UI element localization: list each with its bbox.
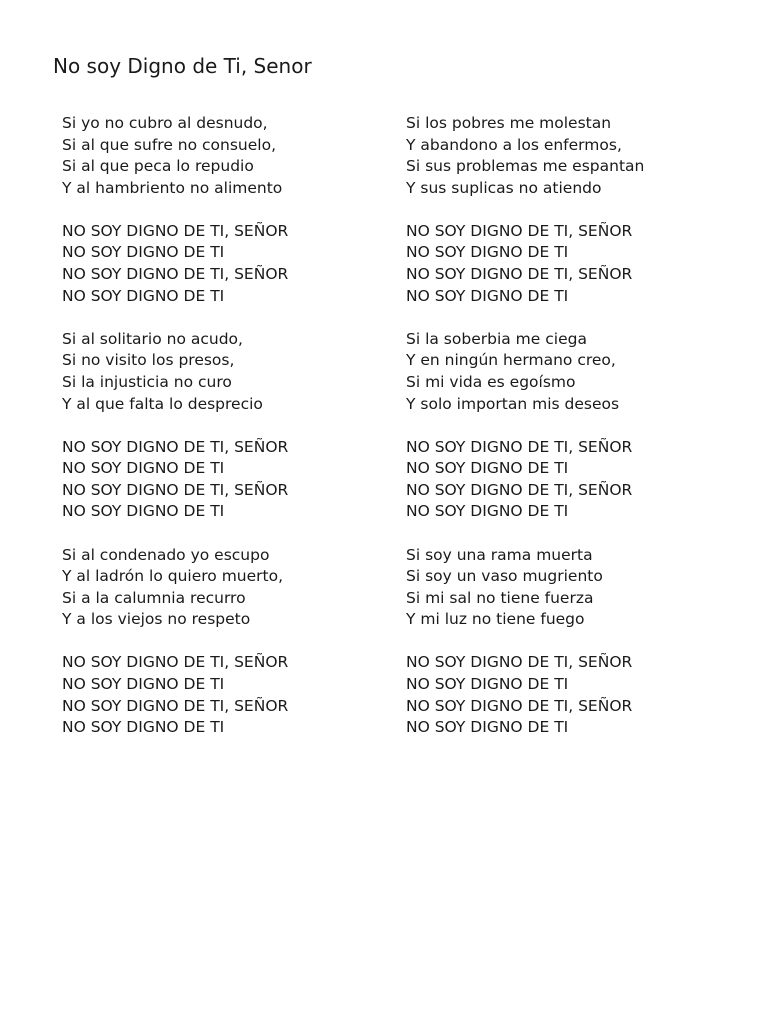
lyric-line: Si la injusticia no curo xyxy=(62,372,232,391)
lyric-line: Y al que falta lo desprecio xyxy=(62,394,263,413)
lyric-line: NO SOY DIGNO DE TI xyxy=(406,286,569,305)
lyric-line: NO SOY DIGNO DE TI, SEÑOR xyxy=(406,265,633,284)
stanza xyxy=(62,545,392,631)
stanza xyxy=(406,652,736,738)
lyric-line: Si mi vida es egoísmo xyxy=(406,372,576,391)
lyric-line: NO SOY DIGNO DE TI, SEÑOR xyxy=(62,480,289,499)
lyric-line: NO SOY DIGNO DE TI xyxy=(62,718,225,737)
lyric-line: NO SOY DIGNO DE TI xyxy=(406,459,569,478)
lyric-line: Si la soberbia me ciega xyxy=(406,329,587,348)
stanza xyxy=(406,113,736,199)
lyric-line: Si sus problemas me espantan xyxy=(406,157,645,176)
lyric-line: NO SOY DIGNO DE TI xyxy=(62,459,225,478)
lyric-line: Y mi luz no tiene fuego xyxy=(406,610,585,629)
lyric-line: Y al hambriento no alimento xyxy=(62,178,283,197)
lyric-line: Y abandono a los enfermos, xyxy=(406,135,622,154)
lyric-line: NO SOY DIGNO DE TI, SEÑOR xyxy=(62,696,289,715)
stanza xyxy=(406,437,736,523)
lyric-line: NO SOY DIGNO DE TI, SEÑOR xyxy=(406,653,633,672)
lyric-line: Si mi sal no tiene fuerza xyxy=(406,588,594,607)
lyric-line: Si al solitario no acudo, xyxy=(62,329,243,348)
lyric-line: NO SOY DIGNO DE TI, SEÑOR xyxy=(62,653,289,672)
lyric-line: NO SOY DIGNO DE TI, SEÑOR xyxy=(62,265,289,284)
stanza xyxy=(406,329,736,415)
lyric-line: Y sus suplicas no atiendo xyxy=(406,178,602,197)
lyric-line: Y en ningún hermano creo, xyxy=(406,351,616,370)
stanza xyxy=(62,221,392,307)
page-title: No soy Digno de Ti, Senor xyxy=(53,54,312,78)
lyric-line: NO SOY DIGNO DE TI xyxy=(62,286,225,305)
lyric-line: Y a los viejos no respeto xyxy=(62,610,251,629)
stanza xyxy=(406,545,736,631)
lyric-line: NO SOY DIGNO DE TI xyxy=(62,243,225,262)
lyric-line: Si soy un vaso mugriento xyxy=(406,567,603,586)
lyric-line: Si no visito los presos, xyxy=(62,351,235,370)
lyric-line: Si yo no cubro al desnudo, xyxy=(62,114,268,132)
lyric-line: Si soy una rama muerta xyxy=(406,545,593,564)
lyric-line: NO SOY DIGNO DE TI, SEÑOR xyxy=(406,480,633,499)
lyric-line: NO SOY DIGNO DE TI, SEÑOR xyxy=(62,221,289,240)
lyric-line: NO SOY DIGNO DE TI xyxy=(406,718,569,737)
lyric-line: Si los pobres me molestan xyxy=(406,114,612,132)
stanza xyxy=(62,329,392,415)
lyric-line: Y al ladrón lo quiero muerto, xyxy=(62,567,284,586)
lyric-line: Si al que peca lo repudio xyxy=(62,157,254,176)
lyric-line: NO SOY DIGNO DE TI xyxy=(406,502,569,521)
lyric-line: NO SOY DIGNO DE TI xyxy=(406,243,569,262)
lyric-line: Si al que sufre no consuelo, xyxy=(62,135,276,154)
stanza xyxy=(62,437,392,523)
lyric-line: NO SOY DIGNO DE TI xyxy=(62,502,225,521)
lyric-line: NO SOY DIGNO DE TI xyxy=(406,674,569,693)
lyric-line: NO SOY DIGNO DE TI, SEÑOR xyxy=(406,437,633,456)
lyrics-column-right xyxy=(406,113,736,760)
stanza xyxy=(62,652,392,738)
lyric-line: NO SOY DIGNO DE TI xyxy=(62,674,225,693)
lyric-line: NO SOY DIGNO DE TI, SEÑOR xyxy=(406,696,633,715)
lyrics-column-left xyxy=(62,113,392,760)
lyric-line: Si al condenado yo escupo xyxy=(62,545,270,564)
lyric-line: Y solo importan mis deseos xyxy=(406,394,620,413)
lyric-line: NO SOY DIGNO DE TI, SEÑOR xyxy=(406,221,633,240)
stanza xyxy=(406,221,736,307)
stanza xyxy=(62,113,392,199)
lyric-line: Si a la calumnia recurro xyxy=(62,588,246,607)
lyric-line: NO SOY DIGNO DE TI, SEÑOR xyxy=(62,437,289,456)
